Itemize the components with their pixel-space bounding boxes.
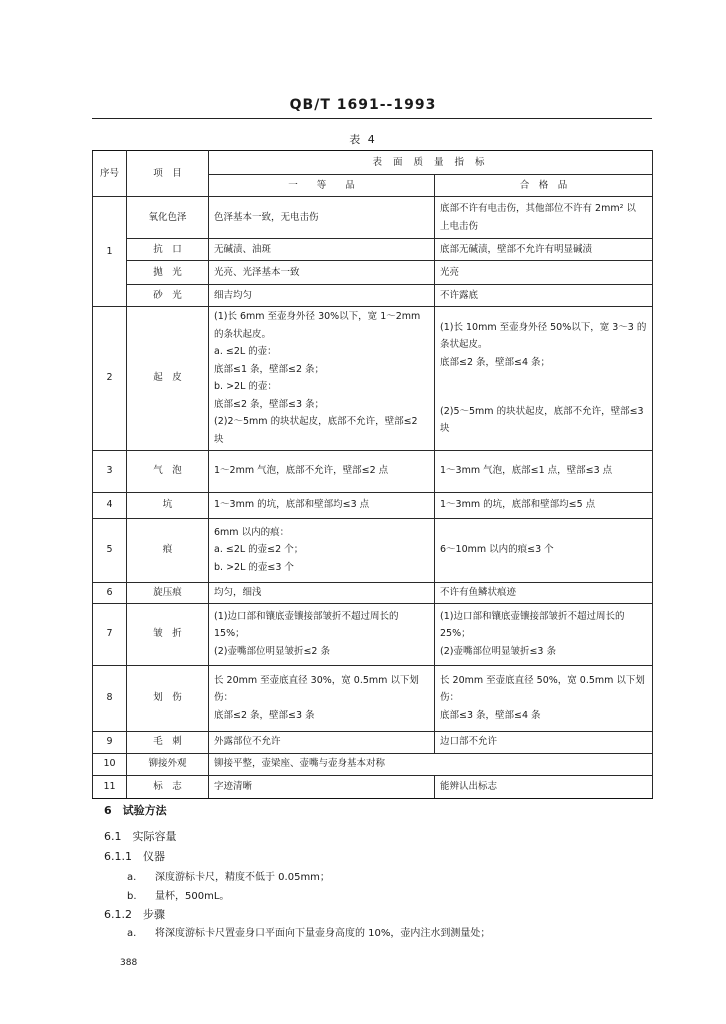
row-merged-requirement: 铆接平整，壶梁座、壶嘴与壶身基本对称 — [209, 753, 653, 775]
row-first-grade: 均匀，细浅 — [209, 582, 435, 603]
row-seq: 7 — [93, 603, 127, 665]
row-first-grade: 字迹清晰 — [209, 775, 435, 798]
row-first-grade: 细吉均匀 — [209, 285, 435, 307]
table-row — [93, 582, 653, 603]
row-first-grade: (1)长 6mm 至壶身外径 30%以下，宽 1～2mm 的条状起皮。 a. ≤2L 的壶： 底部≤1 条，壁部≤2 条； b. >2L 的壶： 底部≤2 条，壁部≤3 条； (2)2～5mm 的块状起皮，底部不允许，壁部≤2 块 — [214, 311, 421, 445]
table-row — [93, 261, 653, 285]
row-item: 毛 刺 — [127, 731, 209, 753]
list-item — [127, 868, 330, 883]
table-row — [93, 665, 653, 731]
row-qualified-part1: (1)长 10mm 至壶身外径 50%以下，宽 3～3 的 条状起皮。 底部≤2 条，壁部≤4 条； — [440, 321, 647, 368]
row-first-grade: 光亮、光泽基本一致 — [209, 261, 435, 285]
row-first-grade: 1～2mm 气泡，底部不允许，壁部≤2 点 — [209, 450, 435, 492]
header-quality-group: 表 面 质 量 指 标 — [209, 151, 653, 175]
row-qualified-cell — [435, 197, 653, 239]
row-item: 痕 — [127, 518, 209, 582]
row-seq: 11 — [93, 775, 127, 798]
table-row — [93, 775, 653, 798]
row-item: 抛 光 — [127, 261, 209, 285]
row-qualified: 1～3mm 的坑，底部和壁部均≤5 点 — [435, 492, 653, 518]
row-qualified: 能辨认出标志 — [435, 775, 653, 798]
row-first-grade-cell — [209, 603, 435, 665]
row-first-grade-cell — [209, 665, 435, 731]
header-qualified: 合 格 品 — [435, 175, 653, 197]
table-row — [93, 239, 653, 261]
list-item — [127, 924, 490, 939]
row-item: 砂 光 — [127, 285, 209, 307]
table-row — [93, 285, 653, 307]
row-first-grade: 1～3mm 的坑，底部和壁部均≤3 点 — [209, 492, 435, 518]
row-first-grade: (1)边口部和镶底壶镶接部皱折不超过周长的 15%； (2)壶嘴部位明显皱折≤2 条 — [214, 610, 399, 657]
list-item-text: 将深度游标卡尺置壶身口平面向下量壶身高度的 10%，壶内注水到测量处； — [155, 928, 491, 939]
section-6-1-heading: 6.1 实际容量 — [104, 830, 177, 843]
section-6-1-1-heading: 6.1.1 仪器 — [104, 850, 165, 863]
row-item: 坑 — [127, 492, 209, 518]
row-qualified: 6～10mm 以内的痕≤3 个 — [435, 518, 653, 582]
table-row — [93, 518, 653, 582]
row-item: 划 伤 — [127, 665, 209, 731]
row-item: 抗 口 — [127, 239, 209, 261]
table-row — [93, 307, 653, 451]
row-item: 旋压痕 — [127, 582, 209, 603]
row-seq: 9 — [93, 731, 127, 753]
list-item-label: a. — [127, 872, 137, 883]
table-row — [93, 731, 653, 753]
row-qualified-cell — [435, 307, 653, 451]
row-seq: 8 — [93, 665, 127, 731]
row-qualified: (1)边口部和镶底壶镶接部皱折不超过周长的 25%； (2)壶嘴部位明显皱折≤3 条 — [440, 610, 625, 657]
row-item: 氧化色泽 — [127, 197, 209, 239]
row-qualified-part2: (2)5～5mm 的块状起皮，底部不允许，壁部≤3 块 — [440, 405, 644, 435]
row-seq: 1 — [93, 197, 127, 307]
table-row — [93, 492, 653, 518]
row-seq: 10 — [93, 753, 127, 775]
row-first-grade: 无碱渍、油斑 — [209, 239, 435, 261]
header-seq: 序号 — [93, 151, 127, 197]
row-first-grade: 外露部位不允许 — [209, 731, 435, 753]
header-item: 项 目 — [127, 151, 209, 197]
table-row — [93, 197, 653, 239]
page-number: 388 — [120, 958, 138, 968]
row-seq: 2 — [93, 307, 127, 451]
table-title: 表 4 — [349, 133, 377, 146]
row-item: 标 志 — [127, 775, 209, 798]
section-6-heading: 6 试验方法 — [104, 804, 167, 817]
row-qualified: 1～3mm 气泡，底部≤1 点，壁部≤3 点 — [435, 450, 653, 492]
list-item-text: 深度游标卡尺，精度不低于 0.05mm； — [155, 872, 330, 883]
row-qualified-cell — [435, 665, 653, 731]
row-item: 起 皮 — [127, 307, 209, 451]
section-6-1-2-heading: 6.1.2 步骤 — [104, 908, 165, 921]
standard-code-header: QB/T 1691--1993 — [289, 97, 437, 113]
list-item — [127, 887, 229, 902]
header-first-grade: 一 等 品 — [209, 175, 435, 197]
row-item: 铆接外观 — [127, 753, 209, 775]
row-first-grade-cell — [209, 518, 435, 582]
row-qualified: 底部无碱渍，壁部不允许有明显碱渍 — [435, 239, 653, 261]
row-qualified: 边口部不允许 — [435, 731, 653, 753]
row-first-grade: 长 20mm 至壶底直径 30%，宽 0.5mm 以下划 伤： 底部≤2 条，壁部≤3 条 — [214, 674, 419, 721]
table-row — [93, 753, 653, 775]
row-qualified: 不许有鱼鳞状痕迹 — [435, 582, 653, 603]
row-qualified: 不许露底 — [435, 285, 653, 307]
row-seq: 6 — [93, 582, 127, 603]
list-item-text: 量杯，500mL。 — [155, 891, 230, 902]
row-first-grade: 色泽基本一致，无电击伤 — [209, 197, 435, 239]
row-item: 气 泡 — [127, 450, 209, 492]
row-first-grade: 6mm 以内的痕： a. ≤2L 的壶≤2 个； b. >2L 的壶≤3 个 — [214, 526, 304, 573]
row-item: 皱 折 — [127, 603, 209, 665]
row-seq: 5 — [93, 518, 127, 582]
surface-quality-table — [92, 150, 653, 799]
row-qualified-cell — [435, 603, 653, 665]
row-qualified: 底部不许有电击伤，其他部位不许有 2mm² 以 上电击伤 — [440, 202, 636, 232]
list-item-label: a. — [127, 928, 137, 939]
row-qualified: 长 20mm 至壶底直径 50%，宽 0.5mm 以下划 伤： 底部≤3 条，壁部≤4 条 — [440, 674, 645, 721]
row-seq: 4 — [93, 492, 127, 518]
list-item-label: b. — [127, 891, 137, 902]
row-seq: 3 — [93, 450, 127, 492]
header-divider — [92, 118, 652, 119]
row-qualified: 光亮 — [435, 261, 653, 285]
table-row — [93, 603, 653, 665]
table-header-row — [93, 151, 653, 175]
row-first-grade-cell — [209, 307, 435, 451]
table-row — [93, 450, 653, 492]
